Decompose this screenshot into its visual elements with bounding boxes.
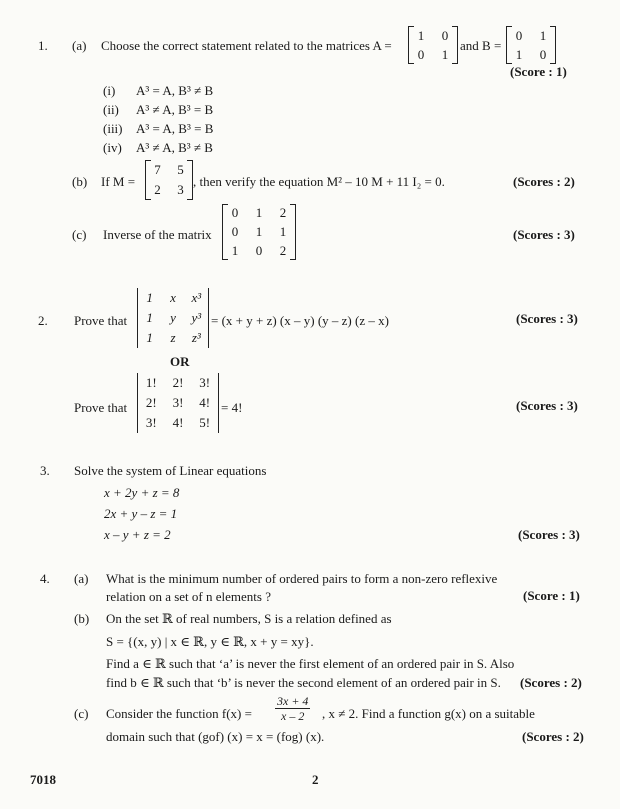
- q4c-prefix: Consider the function f(x) =: [106, 706, 252, 721]
- q1c-label: (c): [72, 227, 87, 242]
- matrix-b-cell: 1: [539, 27, 547, 43]
- equation: x – y + z = 2: [104, 527, 171, 542]
- matrix-b: [506, 26, 556, 64]
- det-cell: x³: [191, 290, 202, 305]
- q1c-text: Inverse of the matrix: [103, 227, 212, 242]
- q4a-score: (Score : 1): [523, 588, 580, 603]
- q4b-label: (b): [74, 611, 90, 626]
- matrix-cell: 2: [279, 205, 287, 221]
- q2-rhs-1: = (x + y + z) (x – y) (y – z) (z – x): [211, 313, 389, 328]
- det-cell: 3!: [145, 415, 157, 430]
- matrix-a-cell: 0: [417, 46, 425, 62]
- matrix-m-cell: 7: [154, 162, 161, 177]
- matrix-a: [408, 26, 458, 64]
- option-label: (iii): [103, 121, 123, 136]
- det-cell: z³: [191, 330, 201, 345]
- matrix-cell: 2: [279, 242, 287, 258]
- fraction-numerator: 3x + 4: [277, 694, 309, 708]
- q1a-label: (a): [72, 38, 87, 53]
- q1b-prefix: If M =: [101, 174, 136, 189]
- q3-number: 3.: [40, 463, 50, 478]
- q1b-label: (b): [72, 174, 88, 189]
- option-label: (ii): [103, 102, 119, 117]
- matrix-cell: 1: [255, 223, 263, 239]
- matrix-a-cell: 0: [441, 27, 449, 43]
- fraction-denominator: x – 2: [281, 709, 305, 723]
- det-cell: 5!: [199, 415, 211, 430]
- q1b-text: , then verify the equation M² – 10 M + 11 I₂ = 0.: [193, 174, 445, 189]
- det-cell: 1: [146, 330, 153, 345]
- option-label: (i): [103, 83, 116, 98]
- q1b-score: (Scores : 2): [513, 174, 575, 189]
- q4b-line2: S = {(x, y) | x ∈ ℝ, y ∈ ℝ, x + y = xy}.: [106, 634, 314, 649]
- q4a-line1: What is the minimum number of ordered pairs to form a non-zero reflexive: [106, 571, 498, 586]
- q2-score-2: (Scores : 3): [516, 398, 578, 413]
- option-text: A³ ≠ A, B³ = B: [136, 102, 214, 117]
- inverse-matrix: [222, 204, 296, 260]
- option-text: A³ = A, B³ ≠ B: [136, 83, 214, 98]
- det-cell: 1: [146, 310, 153, 325]
- q3-score: (Scores : 3): [518, 527, 580, 542]
- matrix-m-cell: 3: [177, 182, 184, 197]
- paper-code: 7018: [30, 772, 56, 787]
- matrix-m-cell: 2: [154, 182, 161, 197]
- q2-prove-that: Prove that: [74, 313, 128, 328]
- q4c-score: (Scores : 2): [522, 729, 584, 744]
- q4b-line3: Find a ∈ ℝ such that ‘a’ is never the first element of an ordered pair in S. Also: [106, 656, 515, 671]
- q2-number: 2.: [38, 313, 48, 328]
- matrix-b-cell: 0: [539, 46, 547, 62]
- det-cell: 2!: [172, 375, 184, 390]
- q4a-line2: relation on a set of n elements ?: [106, 589, 271, 604]
- and-b-text: and B =: [460, 38, 502, 53]
- determinant-1: [137, 288, 209, 348]
- det-cell: y: [170, 310, 176, 325]
- equation: 2x + y – z = 1: [104, 506, 178, 521]
- q2-score-1: (Scores : 3): [516, 311, 578, 326]
- det-cell: 1: [146, 290, 153, 305]
- matrix-a-cell: 1: [417, 27, 425, 43]
- option-text: A³ ≠ A, B³ ≠ B: [136, 140, 213, 155]
- matrix-cell: 1: [255, 205, 263, 221]
- fraction: [275, 694, 310, 723]
- det-cell: y³: [191, 310, 202, 325]
- det-cell: x: [170, 290, 176, 305]
- q1-number: 1.: [38, 38, 48, 53]
- matrix-cell: 0: [255, 242, 263, 258]
- matrix-b-cell: 0: [515, 27, 523, 43]
- matrix-m-cell: 5: [177, 162, 184, 177]
- det-cell: 4!: [199, 395, 211, 410]
- q4b-line1: On the set ℝ of real numbers, S is a relation defined as: [106, 611, 392, 626]
- det-cell: 2!: [145, 395, 157, 410]
- q4b-score: (Scores : 2): [520, 675, 582, 690]
- q4c-label: (c): [74, 706, 89, 721]
- matrix-b-cell: 1: [515, 46, 523, 62]
- or-divider: OR: [170, 354, 190, 369]
- matrix-cell: 0: [231, 205, 239, 221]
- det-cell: 3!: [172, 395, 184, 410]
- det-cell: 3!: [199, 375, 211, 390]
- matrix-cell: 1: [231, 242, 239, 258]
- option-label: (iv): [103, 140, 122, 155]
- q2-rhs-2: = 4!: [221, 400, 243, 415]
- q1c-score: (Scores : 3): [513, 227, 575, 242]
- equation: x + 2y + z = 8: [104, 485, 180, 500]
- determinant-2: [137, 373, 219, 433]
- matrix-a-cell: 1: [441, 46, 449, 62]
- q4c-suffix: , x ≠ 2. Find a function g(x) on a suitable: [322, 706, 535, 721]
- option-text: A³ = A, B³ = B: [136, 121, 214, 136]
- matrix-cell: 1: [279, 223, 287, 239]
- matrix-cell: 0: [231, 223, 239, 239]
- q4b-line4: find b ∈ ℝ such that ‘b’ is never the second element of an ordered pair in S.: [106, 675, 501, 690]
- q3-text: Solve the system of Linear equations: [74, 463, 267, 478]
- page-number: 2: [312, 772, 319, 787]
- det-cell: z: [170, 330, 176, 345]
- q4a-label: (a): [74, 571, 89, 586]
- q4c-line2: domain such that (gof) (x) = x = (fog) (x).: [106, 729, 325, 744]
- det-cell: 1!: [145, 375, 157, 390]
- q2-prove-that-2: Prove that: [74, 400, 128, 415]
- q4-number: 4.: [40, 571, 50, 586]
- matrix-m: [145, 160, 193, 200]
- det-cell: 4!: [172, 415, 184, 430]
- q1a-score: (Score : 1): [510, 64, 567, 79]
- q1a-text: Choose the correct statement related to the matrices A =: [101, 38, 392, 53]
